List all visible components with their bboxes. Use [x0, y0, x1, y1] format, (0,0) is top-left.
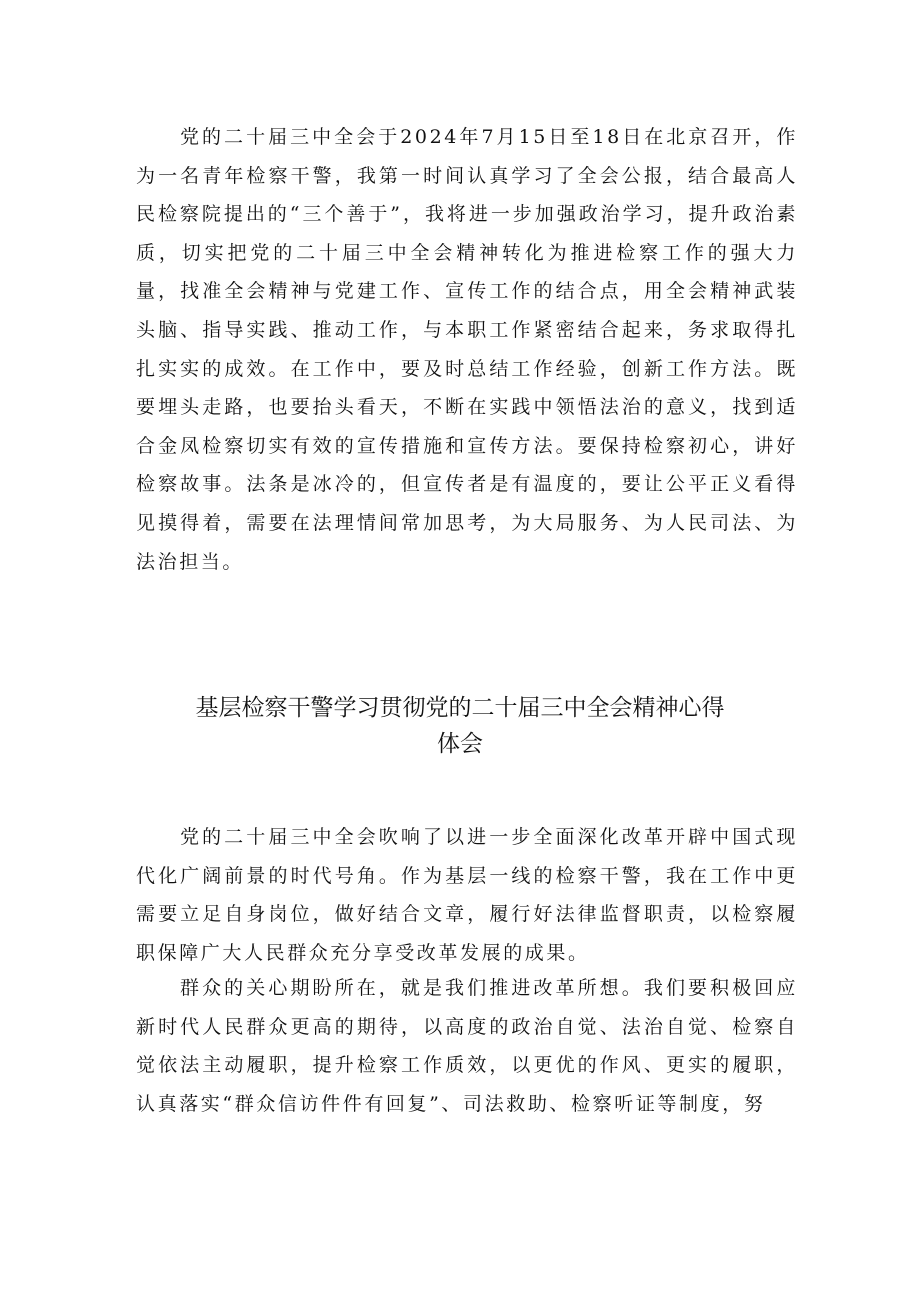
body-paragraph-1: 党的二十届三中全会于2024年7月15日至18日在北京召开，作为一名青年检察干警，我第一时间认真学习了全会公报，结合最高人民检察院提出的“三个善于”，我将进一步加强政治学习，提升政治素质，切实把党的二十届三中全会精神转化为推进检察工作的强大力量，找准全会精神与党建工作、宣传工作的结合点，用全会精神武装头脑、指导实践、推动工作，与本职工作紧密结合起来，务求取得扎扎实实的成效。在工作中，要及时总结工作经验，创新工作方法。既要埋头走路，也要抬头看天，不断在实践中领悟法治的意义，找到适合金凤检察切实有效的宣传措施和宣传方法。要保持检察初心，讲好检察故事。法条是冰冷的，但宣传者是有温度的，要让公平正义看得见摸得着，需要在法理情间常加思考，为大局服务、为人民司法、为法治担当。 — [136, 126, 798, 573]
section-title — [160, 690, 760, 762]
section-title-line-2: 体会 — [437, 731, 483, 757]
body-paragraph-3: 群众的关心期盼所在，就是我们推进改革所想。我们要积极回应新时代人民群众更高的期待，以高度的政治自觉、法治自觉、检察自觉依法主动履职，提升检察工作质效，以更优的作风、更实的履职，认真落实“群众信访件件有回复”、司法救助、检察听证等制度，努 — [136, 977, 798, 1115]
body-paragraph-2: 党的二十届三中全会吹响了以进一步全面深化改革开辟中国式现代化广阔前景的时代号角。作为基层一线的检察干警，我在工作中更需要立足自身岗位，做好结合文章，履行好法律监督职责，以检察履职保障广大人民群众充分享受改革发展的成果。 — [136, 826, 798, 964]
section-title-line-1: 基层检察干警学习贯彻党的二十届三中全会精神心得 — [195, 695, 725, 721]
